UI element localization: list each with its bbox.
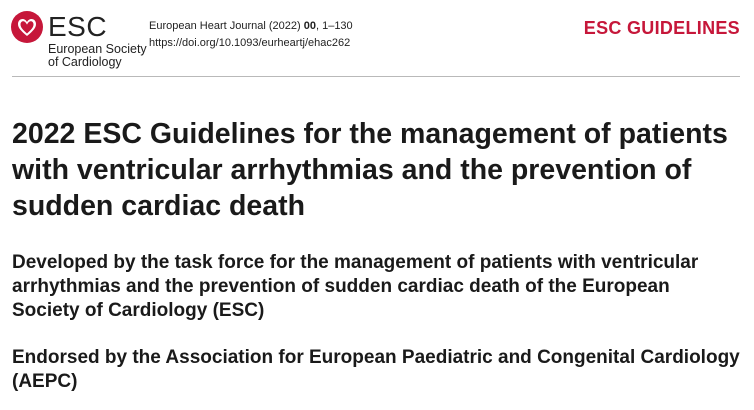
page-title: 2022 ESC Guidelines for the management of patients with ventricular arrhythmias and the prevention of sudden cardiac death [12, 118, 728, 222]
citation-line [149, 18, 353, 35]
heart-logo-icon [10, 10, 44, 44]
doi-link[interactable]: https://doi.org/10.1093/eurheartj/ehac262 [149, 37, 351, 49]
citation-pages: , 1–130 [315, 20, 353, 32]
task-force-subtitle: Developed by the task force for the management of patients with ventricular arrhythmias and the prevention of sudden cardiac death of the European Society of Cardiology (ESC) [12, 252, 699, 321]
page-header [0, 0, 754, 76]
citation-prefix: European Heart Journal (2022) [149, 20, 301, 32]
logo-wordmark: ESC [48, 11, 108, 42]
header-divider [12, 76, 740, 77]
logo-subtitle [48, 43, 148, 69]
section-label: ESC GUIDELINES [583, 18, 740, 38]
logo-subtitle-line1: European Society [48, 42, 147, 56]
logo-subtitle-line2: of Cardiology [48, 55, 122, 69]
journal-citation [149, 18, 353, 52]
esc-logo[interactable] [10, 10, 150, 70]
endorsement-statement: Endorsed by the Association for European Paediatric and Congenital Cardiology (AEPC) [12, 347, 740, 392]
citation-volume: 00 [303, 20, 316, 32]
